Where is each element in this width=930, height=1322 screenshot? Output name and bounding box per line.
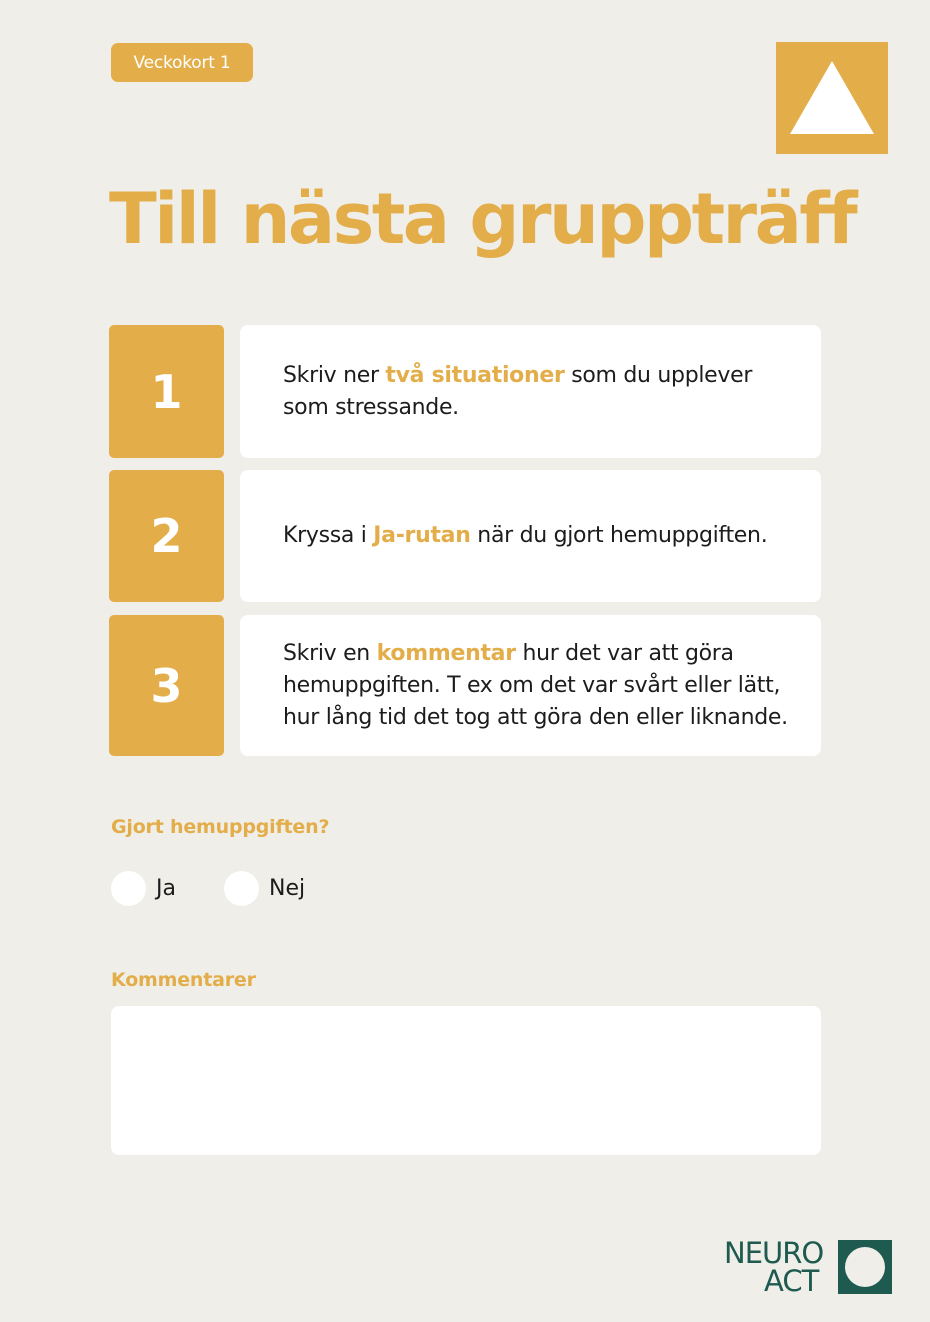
step-card-1 xyxy=(240,325,821,458)
comments-field[interactable] xyxy=(111,1006,821,1155)
triangle-icon xyxy=(776,42,888,154)
step-number-2: 2 xyxy=(109,470,224,602)
radio-yes-label: Ja xyxy=(156,876,176,901)
radio-yes[interactable] xyxy=(111,871,176,906)
step-highlight-1: två situationer xyxy=(385,362,565,388)
brand-line-2: ACT xyxy=(764,1264,819,1298)
brand-line-1: NEURO xyxy=(724,1236,824,1270)
radio-no-label: Nej xyxy=(269,876,306,901)
step-highlight-2: Ja-rutan xyxy=(373,523,471,548)
radio-no-circle[interactable] xyxy=(224,871,259,906)
step-number-3: 3 xyxy=(109,615,224,756)
week-card-badge: Veckokort 1 xyxy=(111,43,253,82)
step-text-1: Skriv ner två situationer som du upplever som stressande. xyxy=(283,362,753,420)
triangle-logo xyxy=(776,42,888,154)
neuroact-logo xyxy=(723,1238,893,1296)
step-card-2 xyxy=(240,470,821,602)
step-highlight-3: kommentar xyxy=(376,640,516,666)
page-title: Till nästa gruppträff xyxy=(109,178,856,260)
step-number-1: 1 xyxy=(109,325,224,458)
homework-question-label: Gjort hemuppgiften? xyxy=(111,816,330,838)
step-text-2: Kryssa i Ja-rutan när du gjort hemuppgiften. xyxy=(283,523,768,548)
radio-yes-circle[interactable] xyxy=(111,871,146,906)
step-text-3: Skriv en kommentar hur det var att göra hemuppgiften. T ex om det var svårt eller lätt, hur lång tid det tog att göra den eller liknande. xyxy=(283,640,788,730)
radio-no[interactable] xyxy=(224,871,305,906)
brand-mark-icon xyxy=(838,1240,892,1294)
comments-label: Kommentarer xyxy=(111,969,256,991)
step-card-3 xyxy=(240,615,821,756)
